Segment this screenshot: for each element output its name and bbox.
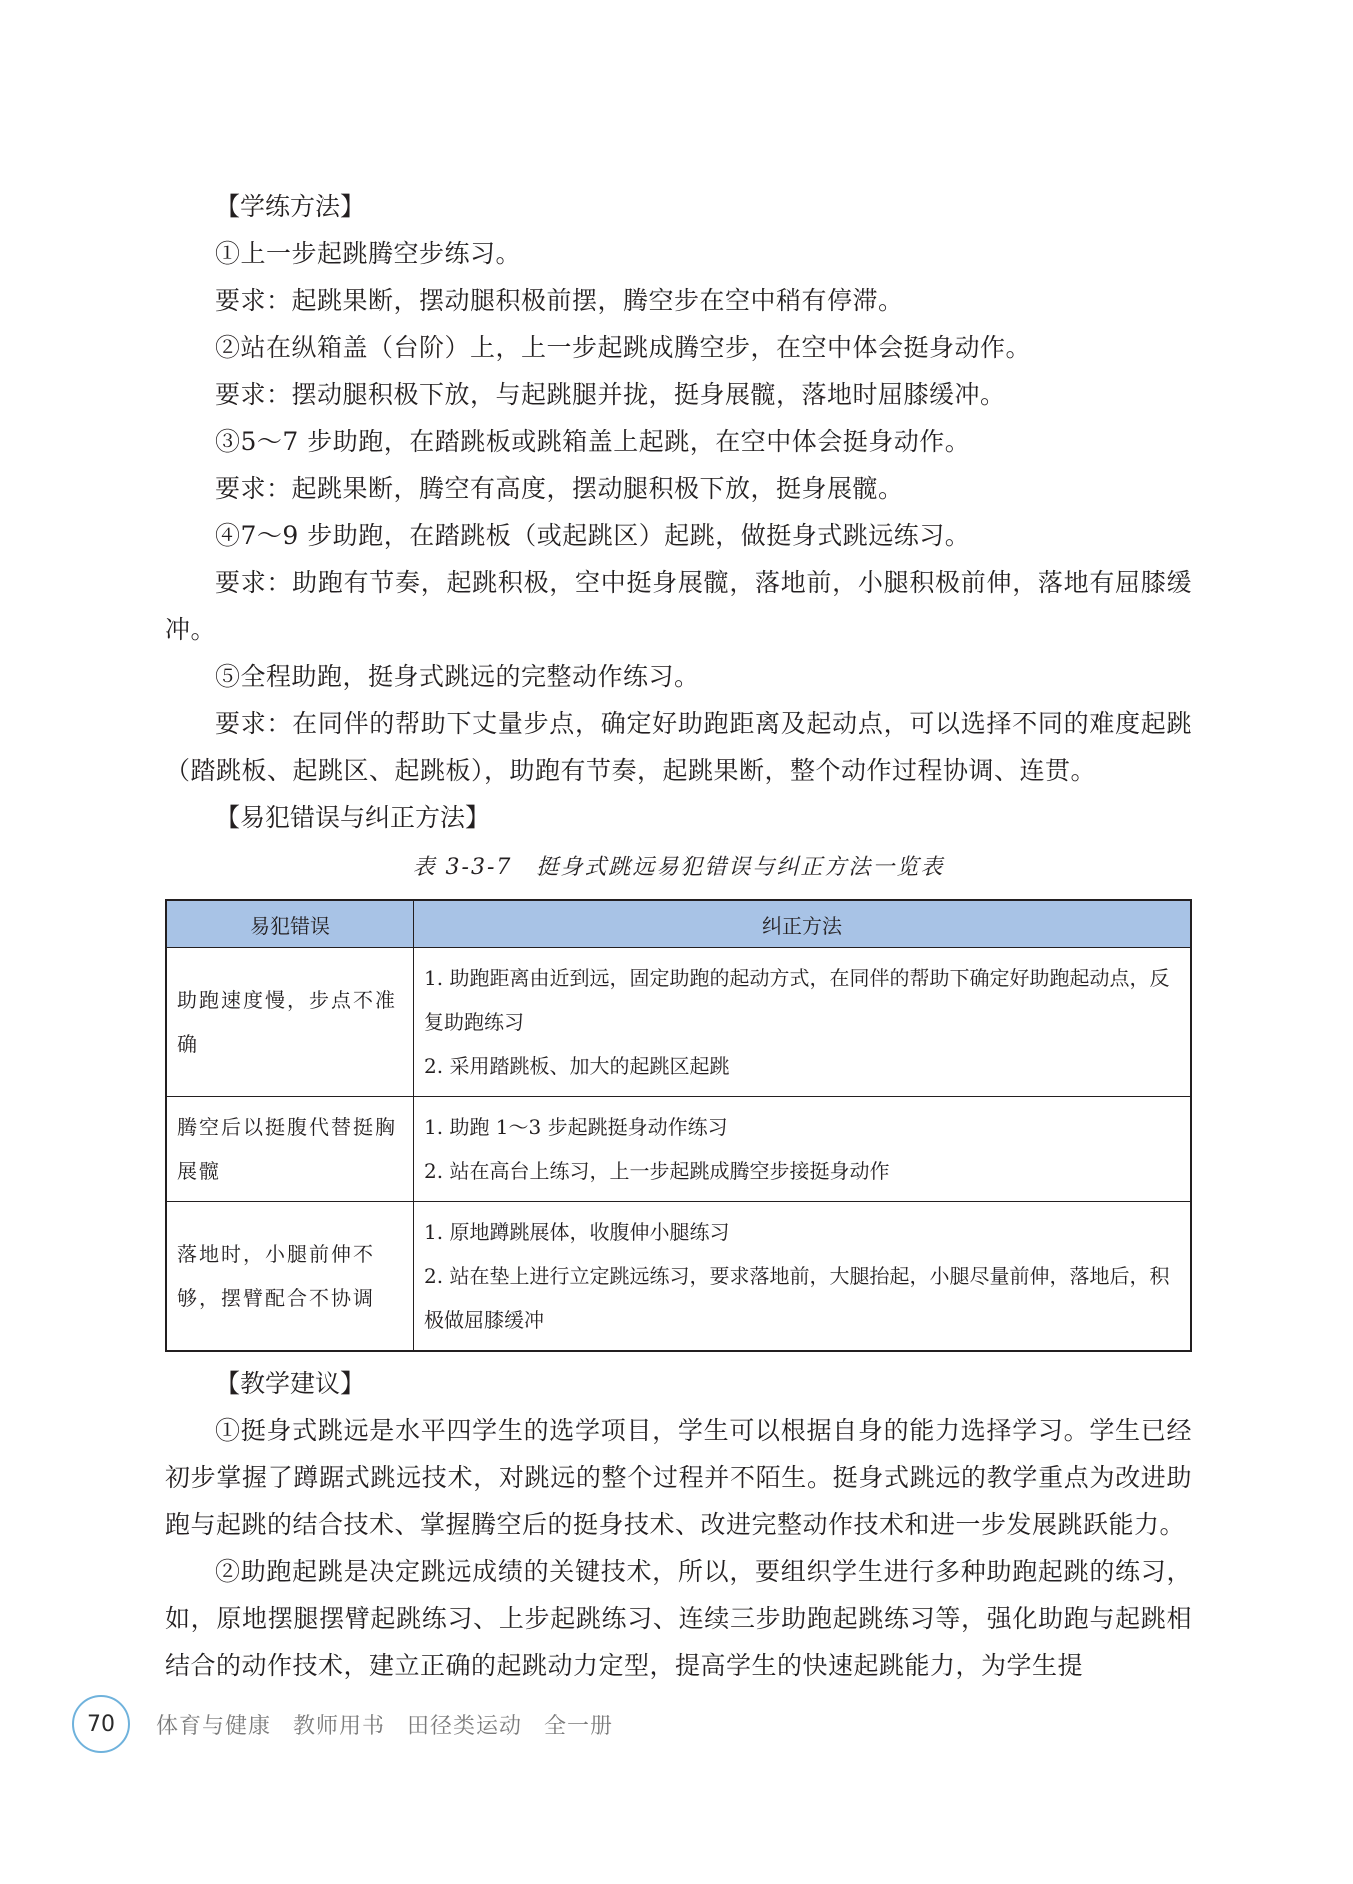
paragraph: ②助跑起跳是决定跳远成绩的关键技术，所以，要组织学生进行多种助跑起跳的练习，如，原地摆腿摆臂起跳练习、上步起跳练习、连续三步助跑起跳练习等，强化助跑与起跳相结合的动作技术，建立正确的起跳动力定型，提高学生的快速起跳能力，为学生提 [165,1557,1192,1680]
method-line: 1. 助跑距离由近到远，固定助跑的起动方式，在同伴的帮助下确定好助跑起动点，反复助跑练习 [424,966,1170,1034]
table-row [166,1202,1191,1352]
method-line: 2. 站在高台上练习，上一步起跳成腾空步接挺身动作 [424,1159,890,1183]
book-title: 体育与健康 教师用书 田径类运动 全一册 [156,1713,613,1739]
method-cell [414,1097,1192,1202]
paragraph: ④7～9 步助跑，在踏跳板（或起跳区）起跳，做挺身式跳远练习。 [215,521,971,550]
paragraph: ①挺身式跳远是水平四学生的选学项目，学生可以根据自身的能力选择学习。学生已经初步掌握了蹲踞式跳远技术，对跳远的整个过程并不陌生。挺身式跳远的教学重点为改进助跑与起跳的结合技术、掌握腾空后的挺身技术、改进完整动作技术和进一步发展跳跃能力。 [165,1416,1192,1539]
table-row [166,1097,1191,1202]
header-error: 易犯错误 [166,900,414,948]
method-line: 2. 采用踏跳板、加大的起跳区起跳 [424,1054,730,1078]
paragraph: 要求：起跳果断，摆动腿积极前摆，腾空步在空中稍有停滞。 [215,286,904,315]
table-header-row [166,900,1191,948]
header-method: 纠正方法 [414,900,1192,948]
paragraph: ⑤全程助跑，挺身式跳远的完整动作练习。 [215,662,700,691]
method-line: 2. 站在垫上进行立定跳远练习，要求落地前，大腿抬起，小腿尽量前伸，落地后，积极做屈膝缓冲 [424,1264,1170,1332]
table-caption: 表 3-3-7 挺身式跳远易犯错误与纠正方法一览表 [412,855,945,880]
paragraph: ③5～7 步助跑，在踏跳板或跳箱盖上起跳，在空中体会挺身动作。 [215,427,971,456]
method-line: 1. 助跑 1～3 步起跳挺身动作练习 [424,1115,728,1139]
error-cell: 腾空后以挺腹代替挺胸展髋 [166,1097,414,1202]
method-cell [414,948,1192,1097]
error-cell: 落地时，小腿前伸不够，摆臂配合不协调 [166,1202,414,1352]
section-heading-methods: 【学练方法】 [215,192,366,221]
paragraph: ②站在纵箱盖（台阶）上，上一步起跳成腾空步，在空中体会挺身动作。 [215,333,1032,362]
error-cell: 助跑速度慢，步点不准确 [166,948,414,1097]
section-heading-teaching: 【教学建议】 [215,1369,366,1398]
page-footer [72,1696,613,1752]
table-row [166,948,1191,1097]
paragraph: ①上一步起跳腾空步练习。 [215,239,522,268]
paragraph: 要求：起跳果断，腾空有高度，摆动腿积极下放，挺身展髋。 [215,474,904,503]
section-heading-errors: 【易犯错误与纠正方法】 [215,803,491,832]
paragraph: 要求：在同伴的帮助下丈量步点，确定好助跑距离及起动点，可以选择不同的难度起跳（踏跳板、起跳区、起跳板），助跑有节奏，起跳果断，整个动作过程协调、连贯。 [165,709,1192,785]
paragraph: 要求：摆动腿积极下放，与起跳腿并拢，挺身展髋，落地时屈膝缓冲。 [215,380,1006,409]
errors-table [165,899,1192,1352]
page-content [165,183,1192,1689]
method-line: 1. 原地蹲跳展体，收腹伸小腿练习 [424,1220,730,1244]
method-cell [414,1202,1192,1352]
paragraph: 要求：助跑有节奏，起跳积极，空中挺身展髋，落地前，小腿积极前伸，落地有屈膝缓冲。 [165,568,1192,644]
page-number: 70 [72,1695,130,1753]
